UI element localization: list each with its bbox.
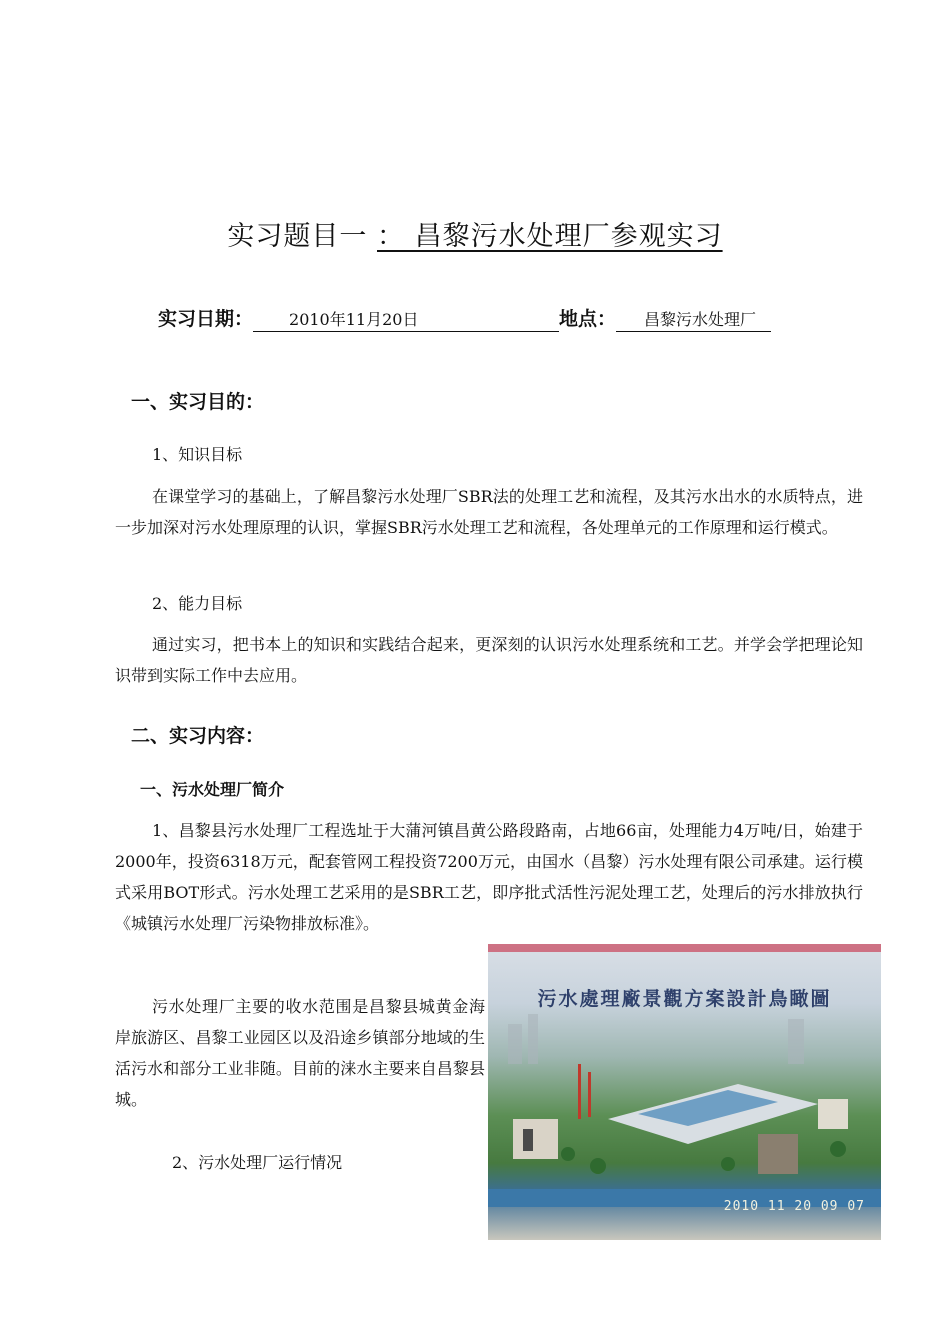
section2-sub2: 2、污水处理厂运行情况	[172, 1153, 343, 1172]
title-prefix: 实习题目一	[227, 221, 377, 252]
date-value: 2010年11月20日	[253, 309, 559, 332]
date-label: 实习日期：	[158, 308, 254, 330]
section1-heading: 一、实习目的：	[131, 391, 265, 413]
title-underlined: ： 昌黎污水处理厂参观实习	[377, 221, 723, 252]
place-label: 地点：	[559, 308, 617, 330]
place-value: 昌黎污水处理厂	[616, 309, 771, 332]
aerial-view-photo	[488, 944, 881, 1240]
section1-sub2: 2、能力目标	[152, 594, 243, 613]
meta-line	[158, 304, 771, 332]
section1-para2: 通过实习，把书本上的知识和实践结合起来，更深刻的认识污水处理系统和工艺。并学会学把理论知识带到实际工作中去应用。	[115, 635, 863, 685]
section2-subheading: 一、污水处理厂简介	[140, 780, 285, 799]
section1-sub1: 1、知识目标	[152, 445, 243, 464]
section1-para1: 在课堂学习的基础上，了解昌黎污水处理厂SBR法的处理工艺和流程，及其污水出水的水质特点，进一步加深对污水处理原理的认识，掌握SBR污水处理工艺和流程，各处理单元的工作原理和运行模式。	[115, 487, 863, 537]
page-title	[0, 214, 950, 253]
section2-para2: 污水处理厂主要的收水范围是昌黎县城黄金海岸旅游区、昌黎工业园区以及沿途乡镇部分地域的生活污水和部分工业非随。目前的涞水主要来自昌黎县城。	[115, 997, 485, 1109]
section2-para1: 1、昌黎县污水处理厂工程选址于大蒲河镇昌黄公路段路南，占地66亩，处理能力4万吨/日，始建于2000年，投资6318万元，配套管网工程投资7200万元，由国水（昌黎）污水处理有限公司承建。运行模式采用BOT形式。污水处理工艺采用的是SBR工艺，即序批式活性污泥处理工艺，处理后的污水排放执行《城镇污水处理厂污染物排放标准》。	[115, 821, 863, 933]
section2-heading: 二、实习内容：	[131, 725, 265, 747]
photo-caption: 污水處理廠景觀方案設計鳥瞰圖	[537, 988, 832, 1010]
photo-timestamp: 2010 11 20 09 07	[723, 1199, 865, 1214]
